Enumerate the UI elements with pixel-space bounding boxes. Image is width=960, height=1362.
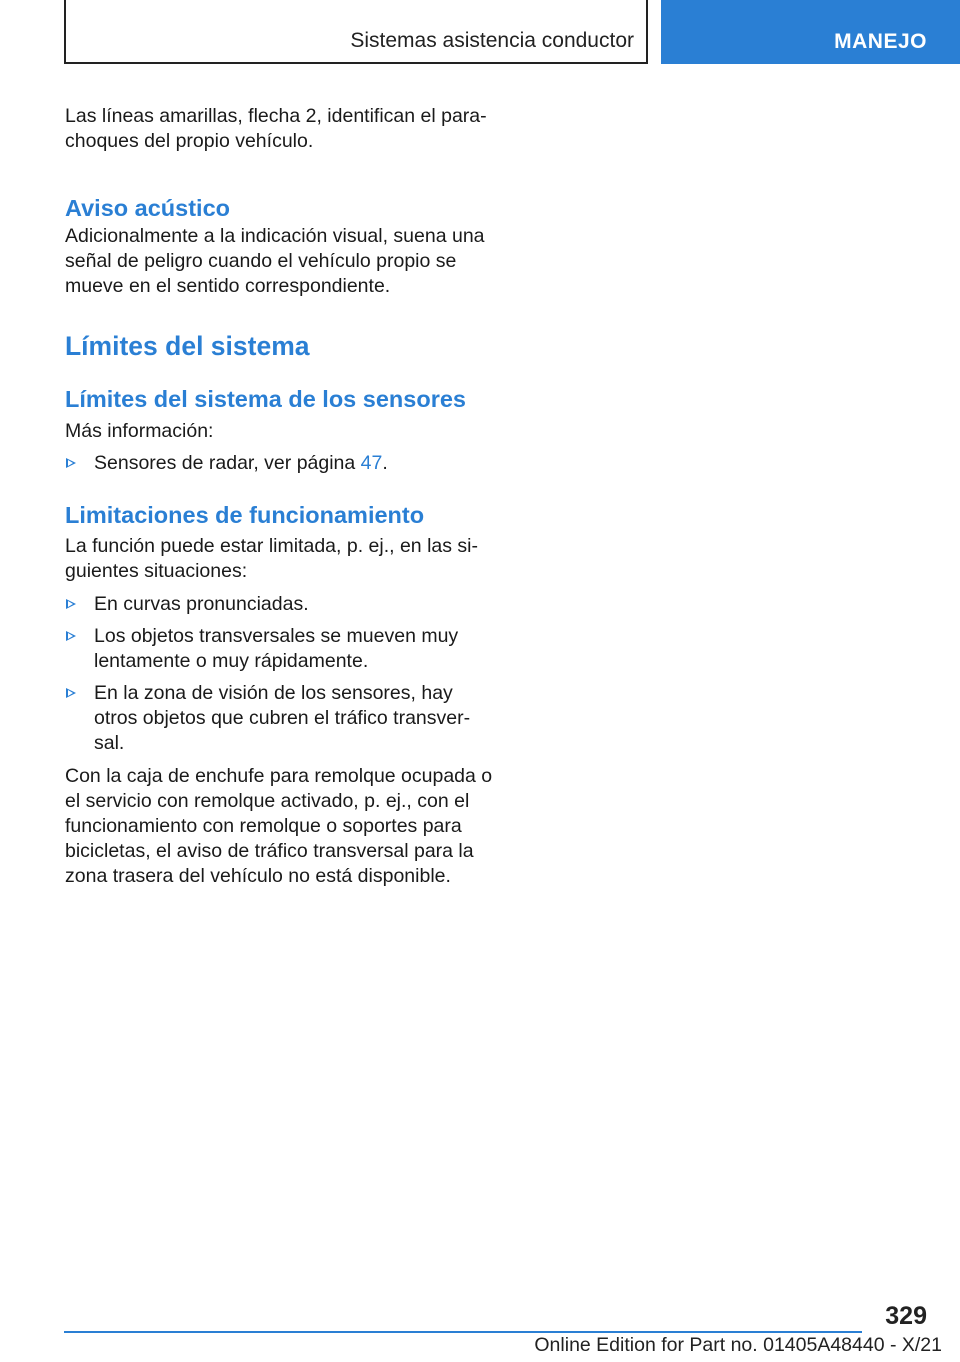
closing-paragraph: Con la caja de enchufe para remolque ocupada o el servicio con remolque activado, p. ej., con el funcionamiento con remolque o soportes para bicicletas, el aviso de tráfico transversal para la zona trasera del vehículo no está disponible. — [65, 765, 493, 887]
section-title: Sistemas asistencia conductor — [350, 29, 634, 52]
limitaciones-intro: La función puede estar limitada, p. ej., en las si- guientes situaciones: — [65, 535, 478, 582]
limitaciones-list — [65, 592, 495, 756]
heading-aviso-acustico: Aviso acústico — [65, 195, 230, 221]
page-content — [65, 104, 495, 889]
list-item: Sensores de radar, ver página 47. — [65, 451, 495, 476]
bullet-triangle-icon — [66, 458, 76, 468]
chapter-tab-label: MANEJO — [834, 30, 927, 53]
running-header — [64, 0, 648, 64]
intro-paragraph: Las líneas amarillas, flecha 2, identifican el para- choques del propio vehículo. — [65, 105, 487, 152]
chapter-tab[interactable] — [661, 0, 960, 64]
heading-limites-del-sistema: Límites del sistema — [65, 331, 310, 361]
list-item: Los objetos transversales se mueven muy lentamente o muy rápidamente. — [65, 624, 495, 674]
footer-edition: Online Edition for Part no. 01405A48440 - X/21 — [534, 1334, 942, 1356]
aviso-paragraph: Adicionalmente a la indicación visual, suena una señal de peligro cuando el vehículo propio se mueve en el sentido correspondiente. — [65, 225, 485, 297]
bullet-triangle-icon — [66, 631, 76, 641]
list-item: En curvas pronunciadas. — [65, 592, 495, 617]
bullet-triangle-icon — [66, 599, 76, 609]
list-item: En la zona de visión de los sensores, hay otros objetos que cubren el tráfico transver- sal. — [65, 681, 495, 756]
mas-informacion: Más información: — [65, 420, 214, 442]
bullet-triangle-icon — [66, 688, 76, 698]
page-link-47[interactable]: 47 — [360, 452, 383, 474]
heading-limites-sensores: Límites del sistema de los sensores — [65, 386, 466, 412]
sensores-list — [65, 451, 495, 476]
heading-limitaciones: Limitaciones de funcionamiento — [65, 502, 425, 528]
page-number: 329 — [885, 1302, 927, 1330]
footer-divider — [64, 1331, 862, 1333]
